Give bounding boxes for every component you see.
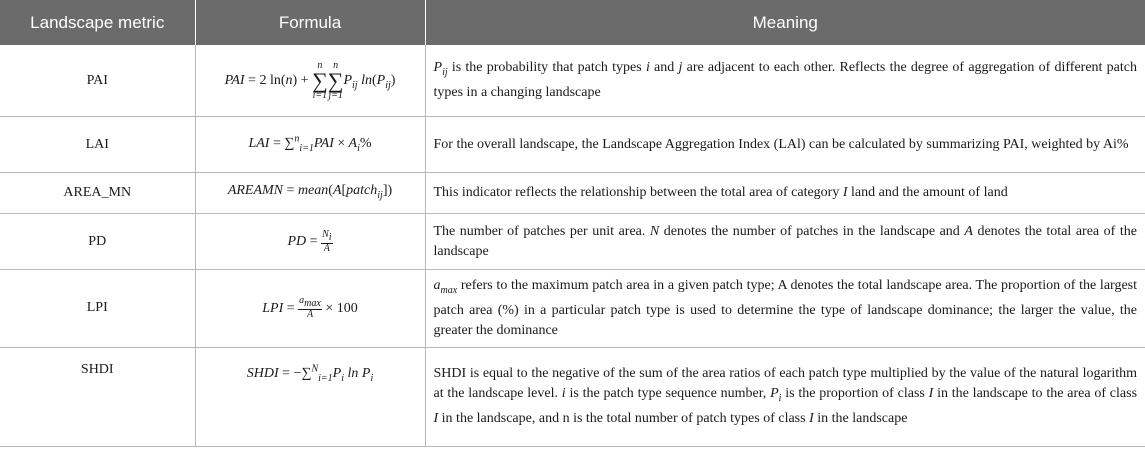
fraction: $\frac{N_i}{A}$: [322, 228, 332, 254]
sum-symbol: n ∑ j=1: [327, 59, 344, 101]
fraction: $\frac{a_{max}}{A}$: [299, 295, 321, 321]
table-row: [0, 117, 1145, 173]
header-formula: Formula: [195, 0, 425, 45]
formula-cell: [195, 270, 425, 348]
meaning-cell: The number of patches per unit area. N denotes the number of patches in the landscape and A denotes the total area of the landscape: [425, 214, 1145, 270]
header-landscape-metric: Landscape metric: [0, 0, 195, 45]
formula-text: PD = $\frac{N_i}{A}$: [287, 228, 332, 254]
formula-text: AREAMN = mean(A[patch$_{ij}$]): [227, 182, 393, 201]
formula-text: LPI = $\frac{a_{max}}{A}$ × 100: [262, 295, 358, 321]
sum-symbol: n ∑ i=1: [312, 59, 328, 101]
metric-cell: SHDI: [0, 347, 195, 446]
meaning-cell: $P_{ij}$ is the probability that patch types i and j are adjacent to each other. Reflects the degree of aggregation of different patch types in a changing landscape: [425, 45, 1145, 117]
meaning-cell: $a_{max}$ refers to the maximum patch area in a given patch type; A denotes the total landscape area. The proportion of the largest patch area (%) in a particular patch type is used to determine the type of landscape dominance; the larger the value, the greater the dominance: [425, 270, 1145, 348]
meaning-cell: This indicator reflects the relationship between the total area of category I land and the amount of land: [425, 173, 1145, 214]
formula-cell: [195, 214, 425, 270]
formula-cell: [195, 173, 425, 214]
header-meaning: Meaning: [425, 0, 1145, 45]
table-row: [0, 45, 1145, 117]
meaning-cell: SHDI is equal to the negative of the sum of the area ratios of each patch type multiplied by the value of the natural logarithm at the landscape level. i is the patch type sequence number, $P_i$ is the proportion of class I in the landscape to the area of class I in the landscape, and n is the total number of patch types of class I in the landscape: [425, 347, 1145, 446]
table-row: [0, 347, 1145, 446]
formula-cell: [195, 45, 425, 117]
metric-cell: PAI: [0, 45, 195, 117]
table-row: [0, 173, 1145, 214]
formula-text: PAI = 2 ln(n) + n ∑ i=1 n ∑ j=1 $P_{ij}$ $\ln(P_{ij})$: [224, 59, 396, 101]
table-row: [0, 214, 1145, 270]
metric-cell: LPI: [0, 270, 195, 348]
formula-cell: [195, 117, 425, 173]
metric-cell: PD: [0, 214, 195, 270]
formula-text: SHDI = $-\sum^N_{i=1}P_i$ $\ln P_i$: [246, 363, 374, 385]
formula-text: LAI = $\sum^n_{i=1}PAI \times A_i\%$: [248, 133, 372, 155]
formula-cell: [195, 347, 425, 446]
table-row: [0, 270, 1145, 348]
meaning-cell: For the overall landscape, the Landscape Aggregation Index (LAl) can be calculated by summarizing PAI, weighted by Ai%: [425, 117, 1145, 173]
table-header-row: [0, 0, 1145, 45]
metric-cell: AREA_MN: [0, 173, 195, 214]
metric-cell: LAI: [0, 117, 195, 173]
